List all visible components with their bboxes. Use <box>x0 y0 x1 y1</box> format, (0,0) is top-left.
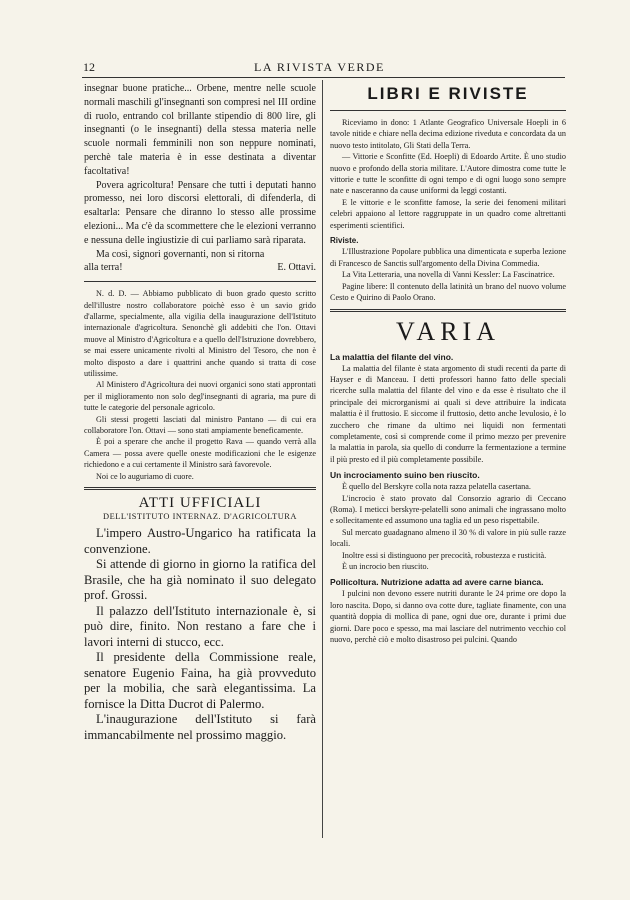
atti-paragraph: L'inaugurazione dell'Istituto si farà immancabilmente nel prossimo maggio. <box>84 712 316 742</box>
editor-note-paragraph: Noi ce lo auguriamo di cuore. <box>96 471 194 481</box>
libri-paragraph: E le vittorie e le sconfitte famose, la serie dei fenomeni militari celebri appaiono al lettore raggruppate in un quadro come altrettanti esperimenti scientifici. <box>330 197 566 230</box>
article-paragraph: Ma così, signori governanti, non si ritorna <box>96 248 265 260</box>
varia-paragraph: È un incrocio ben riuscito. <box>342 562 429 571</box>
editor-note-paragraph: Al Ministero d'Agricoltura dei nuovi organici sono stati approntati per il miglioramento non solo degl'insegnanti di agraria, ma pure di tutte le categorie del personale agricolo. <box>84 380 316 413</box>
signature-text: alla terra! <box>84 262 123 274</box>
right-column <box>330 82 566 834</box>
section-rule <box>330 309 566 312</box>
journal-title: LA RIVISTA VERDE <box>254 60 385 74</box>
article-paragraph: Povera agricoltura! Pensare che tutti i deputati hanno promesso, nei loro discorsi elettorali, di difenderla, di esaltarla: Pensare che diranno lo stesso alle prossime elezioni... Ma c'è da scommettere che le elezioni verranno e nessuna delle ingiustizie di cui parliamo sarà riparata. <box>84 179 316 246</box>
page-number: 12 <box>83 60 95 74</box>
note-rule <box>84 281 316 282</box>
varia-paragraph: Inoltre essi si distinguono per precocità, robustezza e rusticità. <box>342 550 547 560</box>
article-paragraph: insegnar buone pratiche... Orbene, mentre nelle scuole normali maschili gl'insegnanti son compresi nel III ordine di ruolo, entrando col brillante stipendio di 800 lire, gli insegnanti (o le insegnanti) della stessa materia nelle scuole normali femminili non son neppure nominati, perchè tale materia è in esse destinata a diventar facoltativa! <box>84 83 316 177</box>
libri-paragraph: Riceviamo in dono: 1 Atlante Geografico Universale Hoepli in 6 tavole nitide e chiare nella decima edizione riveduta e concordata da un nuovo testo intitolato, Gli Stati della Terra. <box>330 118 566 150</box>
varia-paragraph: Sul mercato guadagnano almeno il 30 % di valore in più sulle razze locali. <box>330 527 566 549</box>
atti-ufficiali-subtitle: DELL'ISTITUTO INTERNAZ. D'AGRICOLTURA <box>103 512 297 522</box>
riviste-paragraph: L'Illustrazione Popolare pubblica una dimenticata e superba lezione di Francesco de Sanctis sull'argomento della Divina Commedia. <box>330 247 566 268</box>
left-column <box>84 82 316 834</box>
varia-subheading: Un incrociamento suino ben riuscito. <box>330 470 480 481</box>
varia-paragraph: La malattia del filante è stata argomento di studi recenti da parte di Hayser e di Manceau. I detti professori hanno fatto delle speciali ricerche sulla malattia del filante del vino e da esse è risultato che il principale dei microrganismi ai quali si deve attribuire la indicata malattia è il fruttosio. E siccome il fruttosio, detto anche levulosio, è lo zucchero che rimane da ultimo nei liquidi non fermentati completamente, così si comprende come il primo mezzo per prevenire la malattia in parola, sia quello di condurre la fermentazione a termine il più presto ed il più completamente possibile. <box>330 363 566 464</box>
varia-paragraph: L'incrocio è stato provato dal Consorzio agrario di Ceccano (Roma). I meticci berskyre-pelatelli sono animali che ingrassano molto e sollecitamente ed assumono una taglia ed un peso rispettabile. <box>330 493 566 526</box>
libri-riviste-title: LIBRI E RIVISTE <box>367 84 529 103</box>
atti-paragraph: L'impero Austro-Ungarico ha ratificata la convenzione. <box>84 526 316 556</box>
article-signature <box>84 261 316 275</box>
varia-subheading: Pollicoltura. Nutrizione adatta ad avere carne bianca. <box>330 577 544 588</box>
atti-paragraph: Il palazzo dell'Istituto internazionale è, si può dire, finito. Non restano a fare che i lavori interni di stucco, ecc. <box>84 603 316 649</box>
libri-paragraph: — Vittorie e Sconfitte (Ed. Hoepli) di Edoardo Artite. È uno studio nuovo e profondo della storia militare. L'Autore dimostra come tutte le vittorie e tutte le sconfitte di ogni tempo e di ogni luogo sono sempre nate e nasceranno da cause uniformi da leggi costanti. <box>330 152 566 196</box>
varia-title: VARIA <box>396 316 500 346</box>
editor-note-paragraph: Gli stessi progetti lasciati dal ministro Pantano — di cui era collaboratore l'on. Ottavi — sono stati ampiamente beneficamente. <box>84 414 316 436</box>
signature-author: E. Ottavi. <box>277 262 316 274</box>
varia-paragraph: I pulcini non devono essere nutriti durante le 24 prime ore dopo la loro nascita. Dopo, si danno ova cotte dure, tagliate finamente, con una quantità doppia di mollica di pane, ogni due ore, durante i primi due giorni. Dare poco e spesso, ma mai lasciare del nutrimento vecchio col nuovo, perchè ciò e molto disastroso pei pulcini. Quando <box>330 589 566 645</box>
riviste-label: Riviste. <box>330 236 359 246</box>
varia-subheading: La malattia del filante del vino. <box>330 351 454 362</box>
riviste-paragraph: La Vita Letteraria, una novella di Vanni Kessler: La Fascinatrice. <box>342 270 555 280</box>
section-rule <box>84 487 316 490</box>
atti-paragraph: Si attende di giorno in giorno la ratifica del Brasile, che ha già nominato il suo delegato prof. Grossi. <box>84 557 316 603</box>
editor-note-paragraph: È poi a sperare che anche il progetto Rava — quando verrà alla Camera — possa avere quelle oneste modificazioni che le esigenze richiedono e a cui certamente il Ministro sarà favorevole. <box>84 437 316 470</box>
varia-paragraph: È quello del Berskyre colla nota razza pelatella casertana. <box>342 482 531 492</box>
editor-note-paragraph: N. d. D. — Abbiamo pubblicato di buon grado questo scritto dell'illustre nostro collaboratore poichè esso è un savio grido d'allarme, specialmente, alla vigilia della inaugurazione dell'Istituto internazionale d'agricoltura. Senonchè gli addebiti che l'on. Ottavi muove al Ministro d'Agricoltura e a quello dell'Istruzione dovrebbero, se mai essere unicamente rivolti al Ministro del Tesoro, che non è molto disposto a dare i quattrini anche quando si tratta di cose utilissime. <box>84 289 316 378</box>
riviste-paragraph: Pagine libere: Il contenuto della latinità un brano del nuovo volume Cesto e Quirino di Paolo Orano. <box>330 281 566 303</box>
column-divider <box>322 80 323 838</box>
atti-paragraph: Il presidente della Commissione reale, senatore Eugenio Faina, ha già provveduto per la mobilia, che sarà elegantissima. La fornisce la Ditta Ducrot di Palermo. <box>84 650 316 711</box>
atti-ufficiali-title: ATTI UFFICIALI <box>138 495 262 512</box>
header-rule <box>82 77 565 78</box>
title-rule <box>330 110 566 111</box>
